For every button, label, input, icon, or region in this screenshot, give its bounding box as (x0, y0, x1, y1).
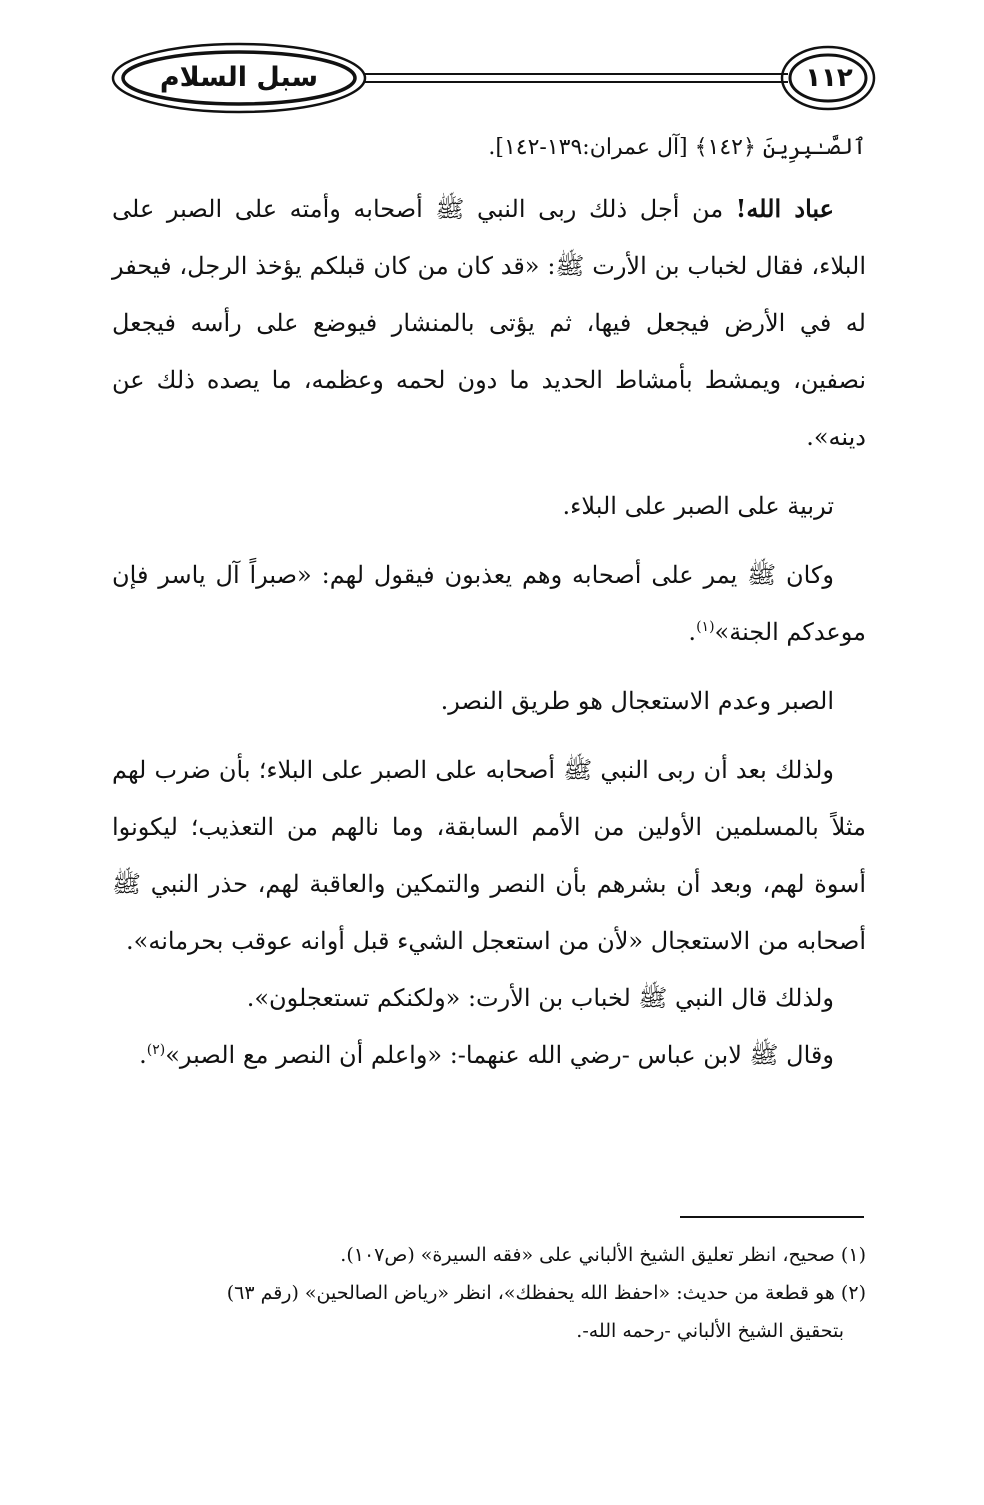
paragraph-7-end: . (139, 1041, 147, 1069)
paragraph-3-end: . (688, 618, 697, 646)
main-text (112, 128, 866, 1084)
paragraph-7-text: وقال ﷺ لابن عباس -رضي الله عنهما-: «واعلم أن النصر مع الصبر» (165, 1041, 834, 1069)
running-header (106, 40, 878, 118)
paragraph-3 (112, 547, 866, 661)
paragraph-5: ولذلك بعد أن ربى النبي ﷺ أصحابه على الصبر على البلاء؛ بأن ضرب لهم مثلاً بالمسلمين الأولين من الأمم السابقة، وما نالهم من التعذيب؛ ليكونوا أسوة لهم، وبعد أن بشرهم بأن النصر والتمكين والعاقبة لهم، حذر النبي ﷺ أصحابه من الاستعجال «لأن من استعجل الشيء قبل أوانه عوقب بحرمانه». (112, 756, 866, 955)
quran-verse-end: ٱلصَّـٰبِرِينَ ﴿١٤٢﴾ [آل عمران:١٣٩-١٤٢]. (488, 135, 866, 160)
footnote-ref-2[interactable]: (٢) (146, 1042, 166, 1058)
paragraph-3-text: وكان ﷺ يمر على أصحابه وهم يعذبون فيقول لهم: «صبراً آل ياسر فإن موعدكم الجنة» (112, 561, 866, 646)
footnote-2-continued: بتحقيق الشيخ الألباني -رحمه الله-. (576, 1320, 844, 1342)
paragraph-7 (112, 1027, 866, 1084)
paragraph-2: تربية على الصبر على البلاء. (562, 492, 834, 520)
footnote-separator (680, 1216, 864, 1218)
paragraph-1-text: من أجل ذلك ربى النبي ﷺ أصحابه وأمته على الصبر على البلاء، فقال لخباب بن الأرت ﷺ: «قد كان من كان قبلكم يؤخذ الرجل، فيحفر له في الأرض فيجعل فيها، ثم يؤتى بالمنشار فيوضع على رأسه فيجعل نصفين، ويمشط بأمشاط الحديد ما دون لحمه وعظمه، ما يصده ذلك عن دينه». (112, 195, 867, 451)
footnote-ref-1[interactable]: (١) (696, 619, 715, 635)
footnote-2: (٢) هو قطعة من حديث: «احفظ الله يحفظك»، انظر «رياض الصالحين» (رقم ٦٣) (226, 1282, 866, 1304)
footnote-1: (١) صحيح، انظر تعليق الشيخ الألباني على «فقه السيرة» (ص١٠٧). (340, 1244, 866, 1266)
paragraph-1-lead: عباد الله! (735, 194, 834, 223)
running-title: سبل السلام (159, 62, 319, 93)
paragraph-6: ولذلك قال النبي ﷺ لخباب بن الأرت: «ولكنكم تستعجلون». (246, 984, 834, 1012)
footnotes (112, 1236, 866, 1350)
page-number: ١١٢ (805, 63, 853, 93)
paragraph-1 (112, 180, 866, 466)
paragraph-4: الصبر وعدم الاستعجال هو طريق النصر. (440, 687, 834, 715)
